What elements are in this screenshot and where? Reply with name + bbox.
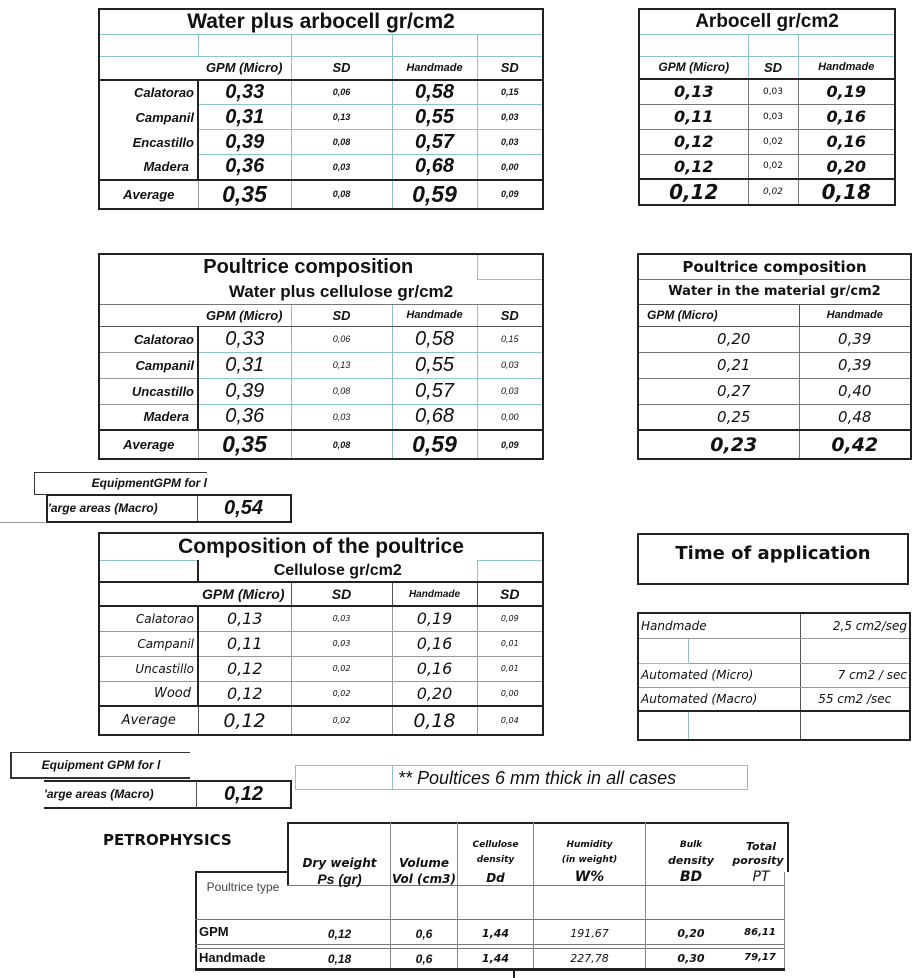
sd-value: 0,00 xyxy=(477,404,543,430)
note-cell-divider xyxy=(392,766,393,790)
column-header-symbol: Ps (gr) xyxy=(317,871,362,887)
time-value: 7 cm2 / sec xyxy=(800,663,910,687)
column-header-handmade: Handmade xyxy=(392,57,477,80)
sd-value: 0,00 xyxy=(477,681,543,706)
handmade-value: 0,57 xyxy=(392,378,477,404)
column-header-sd: SD xyxy=(291,304,392,326)
sd-value: 0,03 xyxy=(477,378,543,404)
sd-value: 0,03 xyxy=(291,404,392,430)
gpm-value: 0,33 xyxy=(198,326,291,352)
volume-value: 0,6 xyxy=(415,952,433,966)
row-label: Campanil xyxy=(99,352,198,378)
time-label: Automated (Micro) xyxy=(638,663,800,687)
column-header-symbol: W% xyxy=(574,869,605,885)
gpm-value: 0,39 xyxy=(198,378,291,404)
table-row xyxy=(638,638,910,663)
sd-value: 0,06 xyxy=(291,80,392,105)
table-row xyxy=(99,80,543,105)
table-row xyxy=(638,663,910,687)
table-row xyxy=(99,631,543,656)
sd-value: 0,15 xyxy=(477,326,543,352)
table-row-average xyxy=(99,706,543,735)
humidity-value: 191,67 xyxy=(570,927,609,940)
handmade-value: 0,55 xyxy=(392,352,477,378)
handmade-value: 0,68 xyxy=(392,404,477,430)
table-row xyxy=(639,104,895,129)
handmade-value: 0,19 xyxy=(392,606,477,631)
column-header-top: Bulk xyxy=(679,840,703,850)
column-header-sd: SD xyxy=(748,56,798,79)
sd-value: 0,06 xyxy=(291,326,392,352)
column-header-sd: SD xyxy=(477,57,543,80)
handmade-value: 0,39 xyxy=(799,326,911,352)
equipment-macro-box-2 xyxy=(10,752,292,807)
table-subtitle: Water in the material gr/cm2 xyxy=(638,279,911,304)
time-label xyxy=(638,638,688,663)
row-label: Wood xyxy=(99,681,198,706)
sd-value: 0,01 xyxy=(477,631,543,656)
gpm-value: 0,11 xyxy=(198,631,291,656)
time-label xyxy=(638,711,688,740)
sd-value: 0,03 xyxy=(477,352,543,378)
handmade-value: 0,68 xyxy=(392,155,477,180)
table-row-average xyxy=(99,180,543,209)
water-plus-cellulose-table xyxy=(98,253,544,460)
table-title: Poultrice composition xyxy=(203,255,414,278)
gpm-value: 0,33 xyxy=(198,80,291,105)
sd-value: 0,03 xyxy=(477,105,543,130)
time-label: Automated (Macro) xyxy=(638,687,800,711)
table-row xyxy=(638,378,911,404)
column-header-mid: density xyxy=(476,855,515,865)
column-header-top: Humidity xyxy=(566,840,613,850)
column-header-mid: density xyxy=(668,854,714,867)
table-row xyxy=(99,352,543,378)
sd-value: 0,09 xyxy=(477,606,543,631)
handmade-value: 0,42 xyxy=(799,430,911,459)
column-header-top: Dry weight xyxy=(302,856,377,870)
row-label: Calatorao xyxy=(99,80,198,105)
sd-value: 0,02 xyxy=(748,179,798,205)
gpm-value: 0,23 xyxy=(638,430,799,459)
sd-value: 0,13 xyxy=(291,352,392,378)
handmade-value: 0,59 xyxy=(392,180,477,209)
petrophysics-table xyxy=(195,822,795,972)
column-header-symbol: Vol (cm3) xyxy=(392,872,456,886)
table-row xyxy=(638,687,910,711)
handmade-value: 0,19 xyxy=(798,79,895,104)
gpm-value: 0,35 xyxy=(198,180,291,209)
gpm-value: 0,31 xyxy=(198,352,291,378)
table-row xyxy=(639,129,895,154)
gpm-value: 0,39 xyxy=(198,130,291,155)
table-row xyxy=(638,404,911,430)
sd-value: 0,08 xyxy=(291,130,392,155)
table-row-average xyxy=(99,430,543,459)
sd-value: 0,08 xyxy=(291,430,392,459)
sd-value: 0,01 xyxy=(477,656,543,681)
column-header-symbol: Dd xyxy=(486,871,505,885)
total-porosity-value: 86,11 xyxy=(744,927,776,938)
column-header-handmade: Handmade xyxy=(392,582,477,606)
column-header-sd: SD xyxy=(291,582,392,606)
row-label: Average xyxy=(99,706,198,735)
water-plus-arbocell-table xyxy=(98,8,544,210)
table-row xyxy=(99,155,543,180)
table-row xyxy=(99,681,543,706)
sd-value: 0,03 xyxy=(291,606,392,631)
sd-value: 0,03 xyxy=(291,631,392,656)
gpm-value: 0,12 xyxy=(639,154,748,179)
time-value: 55 cm2 /sec xyxy=(800,687,910,711)
equipment-label-line2: 'arge areas (Macro) xyxy=(44,780,197,809)
time-label: Handmade xyxy=(638,613,800,638)
handmade-value: 0,18 xyxy=(392,706,477,735)
sd-value: 0,03 xyxy=(477,130,543,155)
table-row xyxy=(638,352,911,378)
humidity-value: 227,78 xyxy=(570,952,609,965)
sd-value: 0,02 xyxy=(291,706,392,735)
column-header-gpm: GPM (Micro) xyxy=(638,304,799,326)
row-label: Encastillo xyxy=(99,130,198,155)
sd-value: 0,02 xyxy=(748,129,798,154)
gpm-value: 0,21 xyxy=(638,352,799,378)
row-label: Madera xyxy=(99,155,198,180)
sd-value: 0,02 xyxy=(291,681,392,706)
row-label: Average xyxy=(99,430,198,459)
column-header-handmade: Handmade xyxy=(798,56,895,79)
table-subtitle: Cellulose gr/cm2 xyxy=(198,560,477,582)
sd-value: 0,03 xyxy=(748,104,798,129)
handmade-value: 0,16 xyxy=(798,129,895,154)
column-header-gpm: GPM (Micro) xyxy=(639,56,748,79)
row-label: Calatorao xyxy=(99,326,198,352)
handmade-value: 0,16 xyxy=(798,104,895,129)
sd-value: 0,13 xyxy=(291,105,392,130)
column-header-mid: (in weight) xyxy=(561,855,618,865)
note-box xyxy=(295,765,748,790)
gpm-value: 0,12 xyxy=(198,656,291,681)
column-header-sd: SD xyxy=(291,57,392,80)
column-header-handmade: Handmade xyxy=(392,304,477,326)
divider-line xyxy=(0,522,45,523)
volume-value: 0,6 xyxy=(415,927,433,941)
sd-value: 0,09 xyxy=(477,430,543,459)
sd-value: 0,00 xyxy=(477,155,543,180)
arbocell-table xyxy=(638,8,896,206)
time-of-application-title: Time of application xyxy=(637,533,909,585)
poultrice-type-header: Poultrice type xyxy=(206,880,280,894)
cellulose-density-value: 1,44 xyxy=(481,952,510,965)
table-row-average xyxy=(639,179,895,205)
table-row xyxy=(639,79,895,104)
sd-value: 0,08 xyxy=(291,180,392,209)
column-header-handmade: Handmade xyxy=(799,304,911,326)
handmade-value: 0,58 xyxy=(392,80,477,105)
equipment-label-line1: Equipment GPM for l xyxy=(10,752,190,779)
total-porosity-value: 79,17 xyxy=(744,952,776,963)
handmade-value: 0,59 xyxy=(392,430,477,459)
gpm-value: 0,35 xyxy=(198,430,291,459)
column-header-mid: porosity xyxy=(732,854,784,867)
column-header-gpm: GPM (Micro) xyxy=(99,582,291,606)
sd-value: 0,09 xyxy=(477,180,543,209)
gpm-value: 0,20 xyxy=(638,326,799,352)
table-row xyxy=(99,130,543,155)
column-header-top: Total xyxy=(745,840,777,853)
gpm-value: 0,31 xyxy=(198,105,291,130)
column-header-sd: SD xyxy=(477,304,543,326)
cellulose-density-value: 1,44 xyxy=(481,927,510,940)
sd-value: 0,08 xyxy=(291,378,392,404)
table-row xyxy=(99,404,543,430)
time-value: 2,5 cm2/seg xyxy=(800,613,910,638)
handmade-value: 0,20 xyxy=(392,681,477,706)
petrophysics-title: PETROPHYSICS xyxy=(103,831,232,849)
gpm-value: 0,11 xyxy=(639,104,748,129)
handmade-value: 0,39 xyxy=(799,352,911,378)
table-title: Poultrice composition xyxy=(638,254,911,279)
cellulose-composition-table xyxy=(98,532,544,736)
handmade-value: 0,16 xyxy=(392,631,477,656)
table-row xyxy=(99,378,543,404)
column-header-gpm: GPM (Micro) xyxy=(99,57,291,80)
equipment-value: 0,12 xyxy=(197,780,292,809)
gpm-value: 0,27 xyxy=(638,378,799,404)
row-label: Campanil xyxy=(99,631,198,656)
row-label: Calatorao xyxy=(99,606,198,631)
handmade-value: 0,20 xyxy=(798,154,895,179)
table-subtitle: Water plus cellulose gr/cm2 xyxy=(99,279,543,304)
note-text: ** Poultices 6 mm thick in all cases xyxy=(398,768,677,788)
equipment-macro-box-1 xyxy=(34,472,292,522)
table-title: Composition of the poultrice xyxy=(178,534,464,558)
handmade-value: 0,55 xyxy=(392,105,477,130)
table-row xyxy=(99,606,543,631)
bulk-density-value: 0,30 xyxy=(677,952,705,965)
row-label: Average xyxy=(99,180,198,209)
column-header-gpm: GPM (Micro) xyxy=(99,304,291,326)
table-row-average xyxy=(638,430,911,459)
table-row xyxy=(99,656,543,681)
table-row xyxy=(638,613,910,638)
time-of-application-table xyxy=(637,612,911,741)
gpm-value: 0,13 xyxy=(198,606,291,631)
column-header-top: Volume xyxy=(399,856,449,870)
gpm-value: 0,36 xyxy=(198,155,291,180)
row-label: Madera xyxy=(99,404,198,430)
handmade-value: 0,48 xyxy=(799,404,911,430)
column-header-top: Cellulose xyxy=(472,840,519,850)
handmade-value: 0,57 xyxy=(392,130,477,155)
sd-value: 0,15 xyxy=(477,80,543,105)
sd-value: 0,02 xyxy=(748,154,798,179)
table-row xyxy=(638,711,910,740)
time-value xyxy=(800,638,910,663)
dry-weight-value: 0,12 xyxy=(327,927,352,941)
column-header-sd: SD xyxy=(477,582,543,606)
gpm-value: 0,36 xyxy=(198,404,291,430)
gpm-value: 0,12 xyxy=(639,179,748,205)
sd-value: 0,03 xyxy=(291,155,392,180)
table-row xyxy=(639,154,895,179)
handmade-value: 0,58 xyxy=(392,326,477,352)
row-label: Uncastillo xyxy=(99,378,198,404)
dry-weight-value: 0,18 xyxy=(327,952,352,966)
poultrice-type-handmade: Handmade xyxy=(199,950,266,965)
equipment-label-line1: EquipmentGPM for l xyxy=(34,472,207,495)
row-label: Uncastillo xyxy=(99,656,198,681)
time-value xyxy=(800,711,910,740)
poultrice-type-gpm: GPM xyxy=(199,924,229,939)
gpm-value: 0,13 xyxy=(639,79,748,104)
bulk-density-value: 0,20 xyxy=(677,927,705,940)
handmade-value: 0,18 xyxy=(798,179,895,205)
table-row xyxy=(99,105,543,130)
gpm-value: 0,12 xyxy=(639,129,748,154)
table-row xyxy=(638,326,911,352)
gpm-value: 0,12 xyxy=(198,706,291,735)
sd-value: 0,04 xyxy=(477,706,543,735)
table-title: Water plus arbocell gr/cm2 xyxy=(187,10,455,33)
gpm-value: 0,12 xyxy=(198,681,291,706)
column-header-symbol: BD xyxy=(679,869,703,885)
gpm-value: 0,25 xyxy=(638,404,799,430)
sd-value: 0,02 xyxy=(291,656,392,681)
handmade-value: 0,16 xyxy=(392,656,477,681)
column-header-symbol: PT xyxy=(752,869,770,885)
water-in-material-table xyxy=(637,253,912,460)
sd-value: 0,03 xyxy=(748,79,798,104)
equipment-label-line2: 'arge areas (Macro) xyxy=(46,494,198,523)
row-label: Campanil xyxy=(99,105,198,130)
table-row xyxy=(99,326,543,352)
equipment-value: 0,54 xyxy=(197,494,292,523)
table-title: Arbocell gr/cm2 xyxy=(695,10,839,32)
handmade-value: 0,40 xyxy=(799,378,911,404)
